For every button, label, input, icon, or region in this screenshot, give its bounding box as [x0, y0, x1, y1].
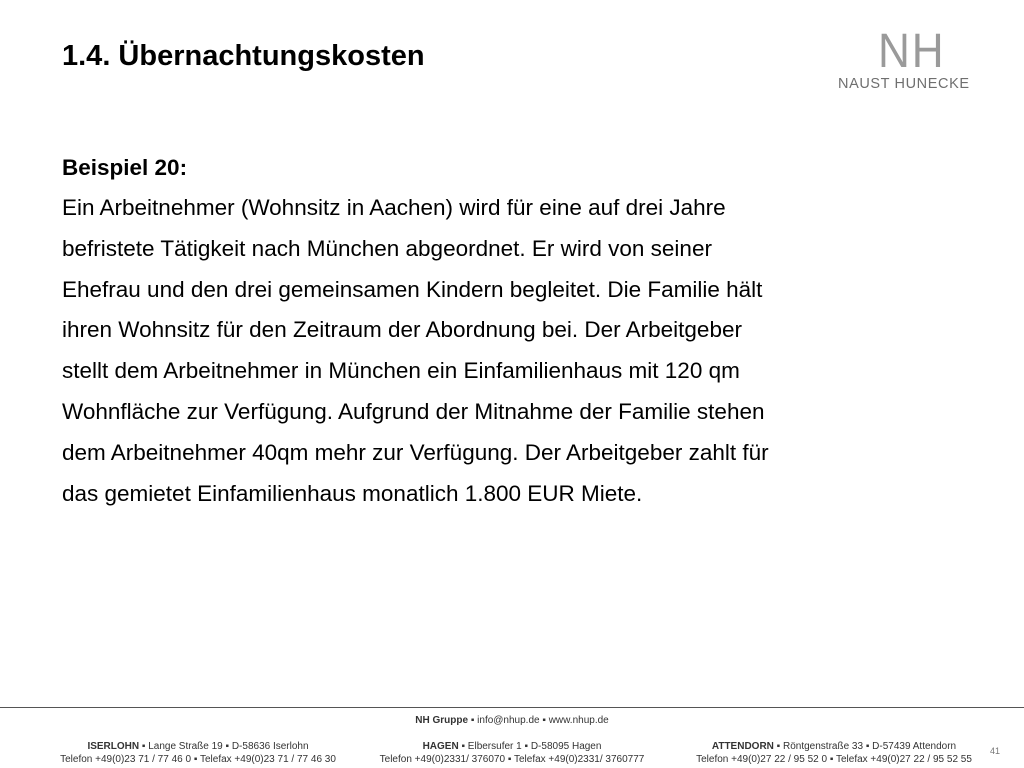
office-zip: D-58636 Iserlohn [231, 741, 309, 752]
example-line: ihren Wohnsitz für den Zeitraum der Abordnung bei. Der Arbeitgeber [62, 317, 742, 343]
logo-name: NAUST HUNECKE [838, 76, 970, 92]
office-zip: D-57439 Attendorn [872, 741, 957, 752]
example-heading: Beispiel 20: [62, 155, 188, 180]
example-line: Ein Arbeitnehmer (Wohnsitz in Aachen) wird für eine auf drei Jahre [62, 195, 726, 220]
footer-separator: ▪ [470, 715, 475, 726]
footer-separator: ▪ [776, 741, 781, 752]
office-address: Elbersufer 1 [467, 741, 522, 752]
example-block [62, 148, 992, 514]
office-iserlohn [48, 740, 348, 766]
office-fax: Telefax +49(0)2331/ 3760777 [513, 754, 645, 765]
example-line: das gemietet Einfamilienhaus monatlich 1.800 EUR Miete. [62, 480, 643, 506]
logo-mark: NH [878, 25, 946, 78]
footer-contact-line [0, 715, 1024, 726]
footer-separator: ▪ [507, 754, 512, 765]
footer-separator: ▪ [865, 741, 870, 752]
example-line: Wohnfläche zur Verfügung. Aufgrund der Mitnahme der Familie stehen [62, 398, 765, 424]
example-line: Ehefrau und den drei gemeinsamen Kindern begleitet. Die Familie hält [62, 276, 763, 302]
footer-separator: ▪ [225, 741, 230, 752]
footer-email-link[interactable]: info@nhup.de [477, 715, 540, 726]
footer-separator: ▪ [461, 741, 466, 752]
example-line: dem Arbeitnehmer 40qm mehr zur Verfügung. Der Arbeitgeber zahlt für [62, 439, 769, 465]
office-phone: Telefon +49(0)23 71 / 77 46 0 [60, 754, 192, 765]
slide-title: 1.4. Übernachtungskosten [62, 40, 425, 72]
page-number: 41 [990, 746, 1001, 756]
example-line: befristete Tätigkeit nach München abgeordnet. Er wird von seiner [62, 235, 712, 261]
footer-separator: ▪ [193, 754, 198, 765]
footer-web-link[interactable]: www.nhup.de [548, 715, 609, 726]
company-logo [836, 26, 998, 96]
office-fax: Telefax +49(0)27 22 / 95 52 55 [835, 754, 972, 765]
office-phone: Telefon +49(0)27 22 / 95 52 0 [696, 754, 828, 765]
office-zip: D-58095 Hagen [530, 741, 602, 752]
office-city: HAGEN [422, 741, 459, 752]
footer-separator: ▪ [524, 741, 529, 752]
footer-separator: ▪ [829, 754, 834, 765]
office-hagen [362, 740, 662, 766]
footer-divider [0, 707, 1024, 708]
office-city: ISERLOHN [87, 741, 140, 752]
footer-separator: ▪ [542, 715, 546, 726]
footer-separator: ▪ [141, 741, 146, 752]
office-fax: Telefax +49(0)23 71 / 77 46 30 [199, 754, 336, 765]
office-city: ATTENDORN [711, 741, 774, 752]
office-attendorn [684, 740, 984, 766]
example-line: stellt dem Arbeitnehmer in München ein Einfamilienhaus mit 120 qm [62, 358, 740, 384]
footer-group-name: NH Gruppe [415, 715, 469, 726]
office-address: Röntgenstraße 33 [783, 741, 864, 752]
office-address: Lange Straße 19 [148, 741, 223, 752]
office-phone: Telefon +49(0)2331/ 376070 [379, 754, 506, 765]
